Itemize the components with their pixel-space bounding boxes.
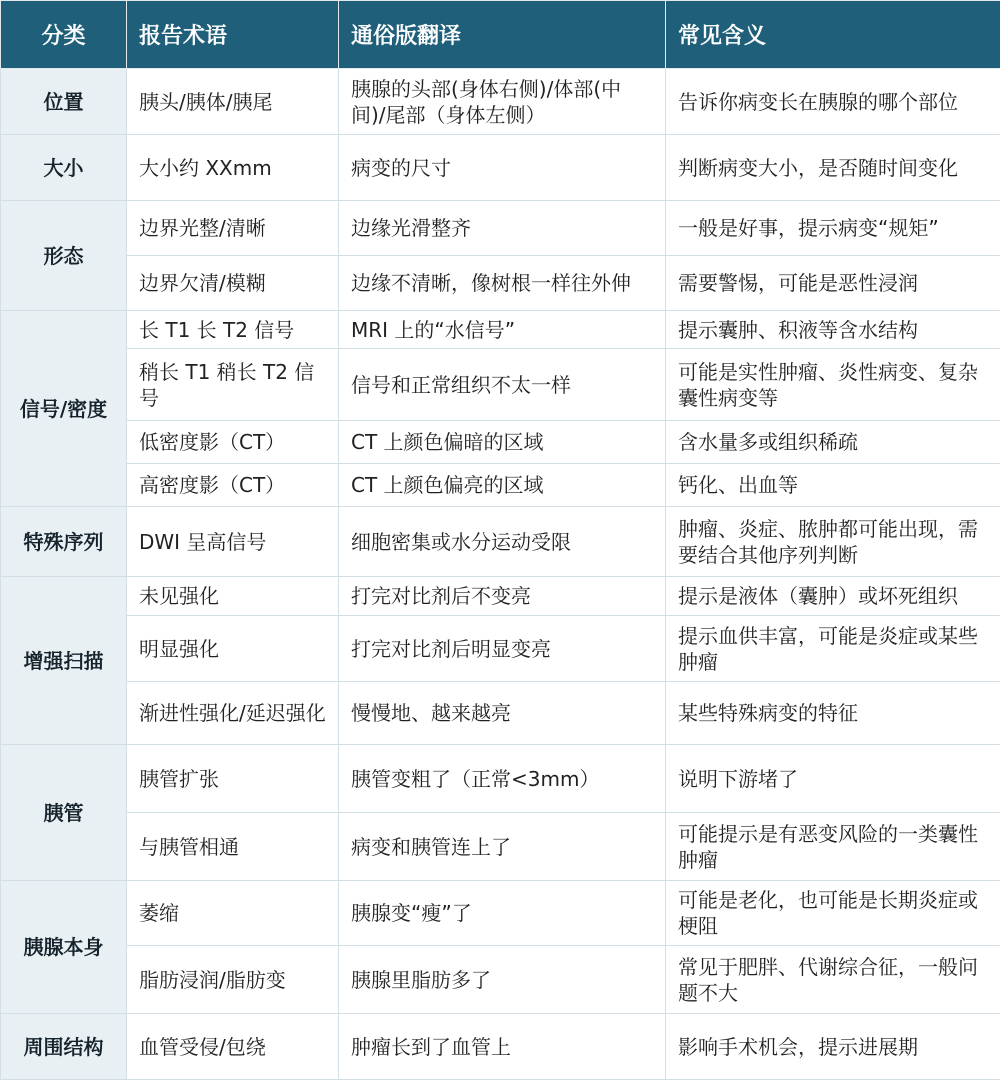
meaning-cell: 提示囊肿、积液等含水结构	[666, 311, 1000, 349]
table-row	[1, 421, 1000, 464]
term-cell: 血管受侵/包绕	[127, 1014, 339, 1080]
meaning-cell: 判断病变大小，是否随时间变化	[666, 135, 1000, 201]
table-row	[1, 135, 1000, 201]
table-row	[1, 881, 1000, 946]
translation-cell: CT 上颜色偏暗的区域	[339, 421, 666, 464]
translation-cell: 信号和正常组织不太一样	[339, 349, 666, 421]
term-cell: 长 T1 长 T2 信号	[127, 311, 339, 349]
category-cell: 增强扫描	[1, 577, 127, 745]
translation-cell: 病变和胰管连上了	[339, 813, 666, 881]
meaning-cell: 一般是好事，提示病变“规矩”	[666, 201, 1000, 256]
meaning-cell: 含水量多或组织稀疏	[666, 421, 1000, 464]
term-cell: 低密度影（CT）	[127, 421, 339, 464]
translation-cell: 边缘不清晰，像树根一样往外伸	[339, 256, 666, 311]
term-cell: DWI 呈高信号	[127, 507, 339, 577]
header-meaning: 常见含义	[666, 1, 1000, 69]
translation-cell: 细胞密集或水分运动受限	[339, 507, 666, 577]
translation-cell: 打完对比剂后明显变亮	[339, 616, 666, 682]
term-cell: 萎缩	[127, 881, 339, 946]
table-row	[1, 349, 1000, 421]
table-row	[1, 577, 1000, 616]
category-cell: 位置	[1, 69, 127, 135]
table-row	[1, 682, 1000, 745]
table-row	[1, 507, 1000, 577]
category-cell: 大小	[1, 135, 127, 201]
translation-cell: MRI 上的“水信号”	[339, 311, 666, 349]
translation-cell: 慢慢地、越来越亮	[339, 682, 666, 745]
meaning-cell: 影响手术机会，提示进展期	[666, 1014, 1000, 1080]
table-row	[1, 69, 1000, 135]
category-cell: 信号/密度	[1, 311, 127, 507]
term-cell: 边界光整/清晰	[127, 201, 339, 256]
table-row	[1, 464, 1000, 507]
category-cell: 胰腺本身	[1, 881, 127, 1014]
meaning-cell: 提示是液体（囊肿）或坏死组织	[666, 577, 1000, 616]
table-row	[1, 745, 1000, 813]
translation-cell: 胰腺的头部(身体右侧)/体部(中间)/尾部（身体左侧）	[339, 69, 666, 135]
translation-cell: 肿瘤长到了血管上	[339, 1014, 666, 1080]
table-row	[1, 616, 1000, 682]
header-translation: 通俗版翻译	[339, 1, 666, 69]
meaning-cell: 钙化、出血等	[666, 464, 1000, 507]
category-cell: 特殊序列	[1, 507, 127, 577]
term-cell: 胰头/胰体/胰尾	[127, 69, 339, 135]
translation-cell: 打完对比剂后不变亮	[339, 577, 666, 616]
table-row	[1, 813, 1000, 881]
translation-cell: CT 上颜色偏亮的区域	[339, 464, 666, 507]
term-cell: 未见强化	[127, 577, 339, 616]
meaning-cell: 提示血供丰富，可能是炎症或某些肿瘤	[666, 616, 1000, 682]
meaning-cell: 可能是老化，也可能是长期炎症或梗阻	[666, 881, 1000, 946]
term-cell: 大小约 XXmm	[127, 135, 339, 201]
table-row	[1, 946, 1000, 1014]
table-row	[1, 201, 1000, 256]
term-cell: 稍长 T1 稍长 T2 信号	[127, 349, 339, 421]
translation-cell: 病变的尺寸	[339, 135, 666, 201]
header-row	[1, 1, 1000, 69]
term-cell: 与胰管相通	[127, 813, 339, 881]
meaning-cell: 需要警惕，可能是恶性浸润	[666, 256, 1000, 311]
meaning-cell: 说明下游堵了	[666, 745, 1000, 813]
translation-cell: 边缘光滑整齐	[339, 201, 666, 256]
table-row	[1, 1014, 1000, 1080]
meaning-cell: 告诉你病变长在胰腺的哪个部位	[666, 69, 1000, 135]
category-cell: 周围结构	[1, 1014, 127, 1080]
term-cell: 明显强化	[127, 616, 339, 682]
translation-cell: 胰腺里脂肪多了	[339, 946, 666, 1014]
term-cell: 渐进性强化/延迟强化	[127, 682, 339, 745]
header-term: 报告术语	[127, 1, 339, 69]
table-header	[1, 1, 1000, 69]
table-row	[1, 311, 1000, 349]
header-category: 分类	[1, 1, 127, 69]
translation-cell: 胰管变粗了（正常<3mm）	[339, 745, 666, 813]
term-cell: 高密度影（CT）	[127, 464, 339, 507]
category-cell: 胰管	[1, 745, 127, 881]
meaning-cell: 某些特殊病变的特征	[666, 682, 1000, 745]
term-cell: 边界欠清/模糊	[127, 256, 339, 311]
term-cell: 胰管扩张	[127, 745, 339, 813]
meaning-cell: 可能提示是有恶变风险的一类囊性肿瘤	[666, 813, 1000, 881]
translation-cell: 胰腺变“瘦”了	[339, 881, 666, 946]
meaning-cell: 肿瘤、炎症、脓肿都可能出现，需要结合其他序列判断	[666, 507, 1000, 577]
meaning-cell: 可能是实性肿瘤、炎性病变、复杂囊性病变等	[666, 349, 1000, 421]
table-body	[1, 69, 1000, 1080]
meaning-cell: 常见于肥胖、代谢综合征，一般问题不大	[666, 946, 1000, 1014]
table-row	[1, 256, 1000, 311]
category-cell: 形态	[1, 201, 127, 311]
term-cell: 脂肪浸润/脂肪变	[127, 946, 339, 1014]
